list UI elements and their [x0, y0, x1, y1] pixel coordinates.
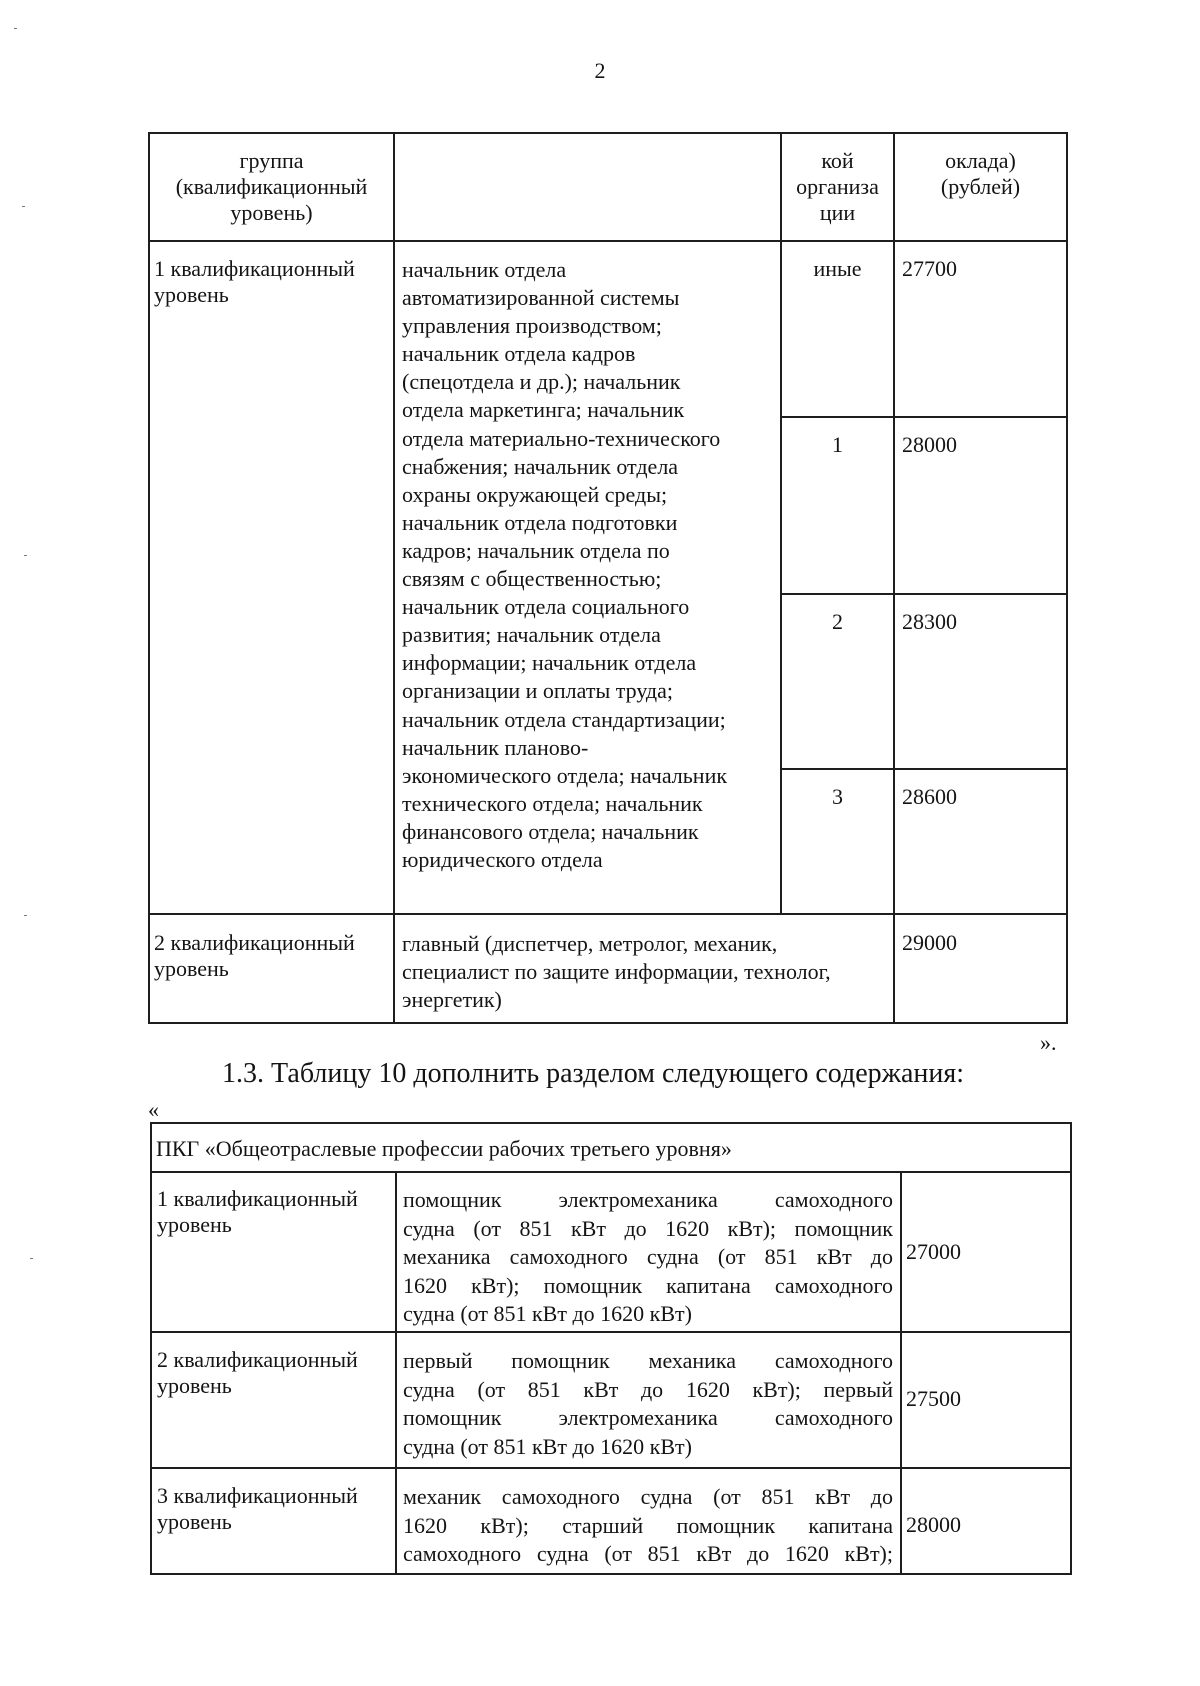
- level-text: уровень: [154, 956, 229, 981]
- level-text: 1 квалификационный: [154, 256, 355, 281]
- position-line: информации; начальник отдела: [402, 650, 697, 676]
- table-2-border: [1070, 1122, 1072, 1575]
- position-line: первый помощник механика самоходного: [403, 1348, 893, 1373]
- table-1-border: [148, 240, 1068, 242]
- header-text: уровень): [230, 200, 313, 225]
- opening-quote: «: [148, 1097, 159, 1122]
- table-1-border: [782, 593, 1068, 595]
- salary-cell: 28000: [906, 1512, 961, 1537]
- position-line: начальник планово-: [402, 734, 589, 760]
- position-line: автоматизированной системы: [402, 285, 680, 311]
- category-cell: 1: [832, 432, 843, 457]
- header-salary-cell: [895, 148, 1066, 200]
- position-line: начальник отдела подготовки: [402, 509, 678, 535]
- header-text: ции: [819, 200, 856, 225]
- table-2-border: [150, 1467, 1072, 1469]
- salary-cell: 28300: [902, 609, 957, 634]
- table-1-border: [1066, 132, 1068, 1024]
- scan-mark: [22, 206, 25, 207]
- position-line: начальник отдела стандартизации;: [402, 706, 726, 732]
- scan-mark: [30, 1258, 33, 1259]
- position-line: механик самоходного судна (от 851 кВт до: [403, 1484, 893, 1509]
- level-text: уровень: [157, 1509, 232, 1534]
- table-1-border: [782, 416, 1068, 418]
- position-line: энергетик): [402, 987, 502, 1012]
- position-line: судна (от 851 кВт до 1620 кВт): [403, 1301, 692, 1326]
- position-line: организации и оплаты труда;: [402, 678, 674, 704]
- position-line: юридического отдела: [402, 846, 603, 872]
- header-text: (квалификационный: [175, 174, 368, 199]
- salary-cell: 27500: [906, 1386, 961, 1411]
- salary-cell: 28000: [902, 432, 957, 457]
- table-2-border: [150, 1122, 1072, 1124]
- position-line: отдела маркетинга; начальник: [402, 397, 685, 423]
- salary-cell: 27000: [906, 1239, 961, 1264]
- scan-mark: [24, 915, 27, 916]
- salary-cell: 29000: [902, 930, 957, 955]
- position-line: самоходного судна (от 851 кВт до 1620 кВт);: [403, 1541, 893, 1566]
- level-text: 1 квалификационный: [157, 1186, 358, 1211]
- category-cell: 2: [832, 609, 843, 634]
- section-heading: 1.3. Таблицу 10 дополнить разделом следующего содержания:: [222, 1058, 965, 1089]
- group-title: ПКГ «Общеотраслевые профессии рабочих третьего уровня»: [156, 1136, 732, 1161]
- level-cell: [154, 256, 390, 308]
- level-text: 3 квалификационный: [157, 1483, 358, 1508]
- header-text: оклада): [945, 148, 1016, 173]
- position-line: начальник отдела: [402, 257, 567, 282]
- table-2-border: [150, 1171, 1072, 1173]
- header-text: группа: [239, 148, 304, 173]
- level-text: уровень: [157, 1212, 232, 1237]
- position-line: судна (от 851 кВт до 1620 кВт); первый: [403, 1376, 893, 1402]
- table-1-border: [893, 132, 895, 1024]
- position-line: снабжения; начальник отдела: [402, 453, 679, 479]
- positions-cell: [403, 1483, 893, 1569]
- table-2-border: [900, 1171, 902, 1575]
- position-line: 1620 кВт); старший помощник капитана: [403, 1512, 893, 1538]
- header-text: (рублей): [940, 174, 1021, 199]
- closing-quote: ».: [1040, 1030, 1057, 1055]
- position-line: помощник электромеханика самоходного: [403, 1405, 893, 1430]
- position-line: отдела материально-технического: [402, 425, 721, 451]
- header-text: кой: [821, 148, 854, 173]
- header-organization-cell: [782, 148, 893, 226]
- position-line: технического отдела; начальник: [402, 790, 703, 816]
- table-2-border: [150, 1122, 152, 1575]
- position-line: судна (от 851 кВт до 1620 кВт); помощник: [403, 1215, 893, 1241]
- position-line: начальник отдела социального: [402, 594, 690, 620]
- table-2-border: [150, 1331, 1072, 1333]
- position-line: специалист по защите информации, технолог,: [402, 959, 831, 984]
- positions-cell: [403, 1186, 893, 1329]
- position-line: судна (от 851 кВт до 1620 кВт): [403, 1433, 692, 1459]
- position-line: начальник отдела кадров: [402, 341, 636, 367]
- header-text: организа: [796, 174, 879, 199]
- scan-mark: [14, 28, 17, 29]
- table-1-border: [782, 768, 1068, 770]
- level-text: уровень: [157, 1373, 232, 1398]
- level-cell: [154, 930, 390, 982]
- position-line: финансового отдела; начальник: [402, 818, 699, 844]
- positions-cell: [402, 256, 780, 874]
- table-2-border: [150, 1573, 1072, 1575]
- category-cell: иные: [813, 256, 862, 281]
- position-line: экономического отдела; начальник: [402, 762, 728, 788]
- scan-mark: [24, 555, 27, 556]
- position-line: механика самоходного судна (от 851 кВт до: [403, 1244, 893, 1269]
- position-line: главный (диспетчер, метролог, механик,: [402, 931, 778, 956]
- position-line: связям с общественностью;: [402, 566, 662, 592]
- position-line: 1620 кВт); помощник капитана самоходного: [403, 1272, 893, 1298]
- positions-cell: [403, 1347, 893, 1461]
- page-number: 2: [594, 58, 606, 83]
- position-line: развития; начальник отдела: [402, 622, 661, 648]
- position-line: помощник электромеханика самоходного: [403, 1187, 893, 1212]
- position-line: кадров; начальник отдела по: [402, 537, 670, 563]
- table-1-border: [148, 132, 1068, 134]
- positions-cell: [402, 930, 890, 1014]
- level-text: уровень: [154, 282, 229, 307]
- level-text: 2 квалификационный: [154, 930, 355, 955]
- header-group-cell: [150, 148, 393, 226]
- category-cell: 3: [832, 784, 843, 809]
- table-1-border: [148, 132, 150, 1024]
- table-1-border: [148, 1022, 1068, 1024]
- table-1-border: [148, 913, 1068, 915]
- level-cell: [157, 1186, 393, 1238]
- salary-cell: 28600: [902, 784, 957, 809]
- level-text: 2 квалификационный: [157, 1347, 358, 1372]
- table-2-border: [395, 1171, 397, 1575]
- level-cell: [157, 1483, 393, 1535]
- table-1-border: [393, 132, 395, 1024]
- position-line: (спецотдела и др.); начальник: [402, 369, 681, 395]
- position-line: охраны окружающей среды;: [402, 481, 668, 507]
- position-line: управления производством;: [402, 313, 662, 339]
- level-cell: [157, 1347, 393, 1399]
- salary-cell: 27700: [902, 256, 957, 281]
